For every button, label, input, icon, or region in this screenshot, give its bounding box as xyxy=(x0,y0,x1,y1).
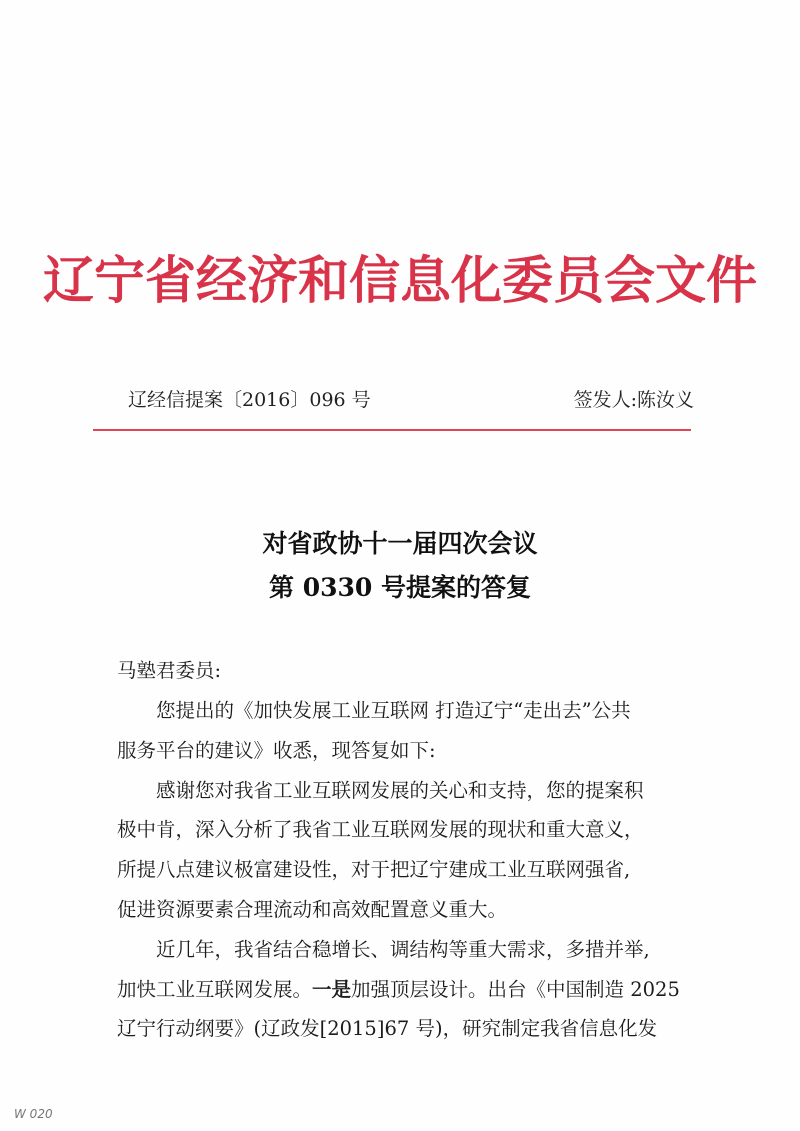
paragraph-2-line-2: 极中肯，深入分析了我省工业互联网发展的现状和重大意义， xyxy=(117,818,644,841)
document-number: 辽经信提案〔2016〕096 号 xyxy=(128,389,371,411)
paragraph-2-line-4: 促进资源要素合理流动和高效配置意义重大。 xyxy=(117,898,508,921)
reply-title-line-1: 对省政协十一届四次会议 xyxy=(262,529,538,558)
paragraph-3-line-3: 辽宁行动纲要》(辽政发[2015]67 号)，研究制定我省信息化发 xyxy=(117,1017,658,1040)
salutation: 马塾君委员: xyxy=(117,659,222,682)
reply-title-line-2: 第 0330 号提案的答复 xyxy=(269,573,531,602)
header-divider xyxy=(93,429,691,431)
paragraph-1-line-1: 您提出的《加快发展工业互联网 打造辽宁“走出去”公共 xyxy=(156,699,631,722)
paragraph-1-line-2: 服务平台的建议》收悉，现答复如下: xyxy=(117,739,436,762)
paragraph-2-line-1: 感谢您对我省工业互联网发展的关心和支持，您的提案积 xyxy=(156,779,644,802)
paragraph-3-emphasis: 一是 xyxy=(312,978,352,1001)
paragraph-3-line-1: 近几年，我省结合稳增长、调结构等重大需求，多措并举, xyxy=(156,938,650,961)
signer-line: 签发人:陈汝义 xyxy=(573,389,694,411)
paragraph-3-line-2 xyxy=(117,974,717,1002)
paragraph-3-line-2-start: 加快工业互联网发展。 xyxy=(117,978,313,1001)
handwritten-page-mark: W 020 xyxy=(14,1107,53,1121)
document-header-title: 辽宁省经济和信息化委员会文件 xyxy=(42,251,757,311)
paragraph-2-line-3: 所提八点建议极富建设性，对于把辽宁建成工业互联网强省, xyxy=(117,858,631,881)
paragraph-3-line-2-end: 加强顶层设计。出台《中国制造 2025 xyxy=(351,978,680,1001)
